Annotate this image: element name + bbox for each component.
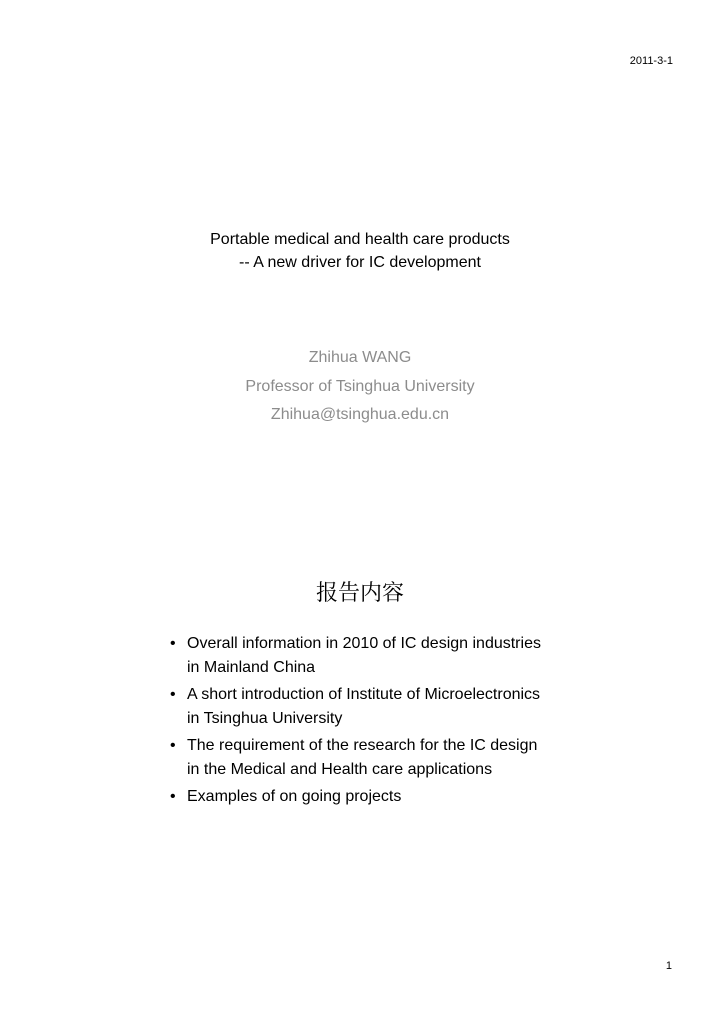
list-item-text: Examples of on going projects	[187, 788, 402, 805]
title-line-1: Portable medical and health care products	[210, 231, 510, 248]
bullet-icon: •	[170, 737, 176, 754]
list-item-text: The requirement of the research for the IC design in the Medical and Health care applications	[187, 737, 538, 778]
slide-2	[0, 578, 720, 805]
author-name: Zhihua WANG	[308, 349, 412, 366]
bullet-icon: •	[170, 686, 176, 703]
page-number: 1	[665, 960, 672, 972]
author-email: Zhihua@tsinghua.edu.cn	[270, 406, 450, 423]
print-date: 2011-3-1	[629, 55, 673, 67]
agenda-list	[170, 632, 550, 813]
list-item-text: A short introduction of Institute of Microelectronics in Tsinghua University	[187, 686, 541, 727]
list-item	[170, 632, 550, 679]
author-block	[0, 344, 720, 430]
list-item	[170, 785, 550, 809]
bullet-icon: •	[170, 788, 176, 805]
slide-1	[0, 228, 720, 430]
author-title: Professor of Tsinghua University	[245, 377, 475, 395]
list-item	[170, 734, 550, 781]
title-line-2: -- A new driver for IC development	[239, 254, 481, 271]
bullet-icon: •	[170, 635, 176, 652]
slide-2-title: 报告内容	[315, 581, 404, 606]
slide-1-title	[0, 228, 720, 274]
list-item	[170, 683, 550, 730]
list-item-text: Overall information in 2010 of IC design industries in Mainland China	[187, 635, 541, 676]
